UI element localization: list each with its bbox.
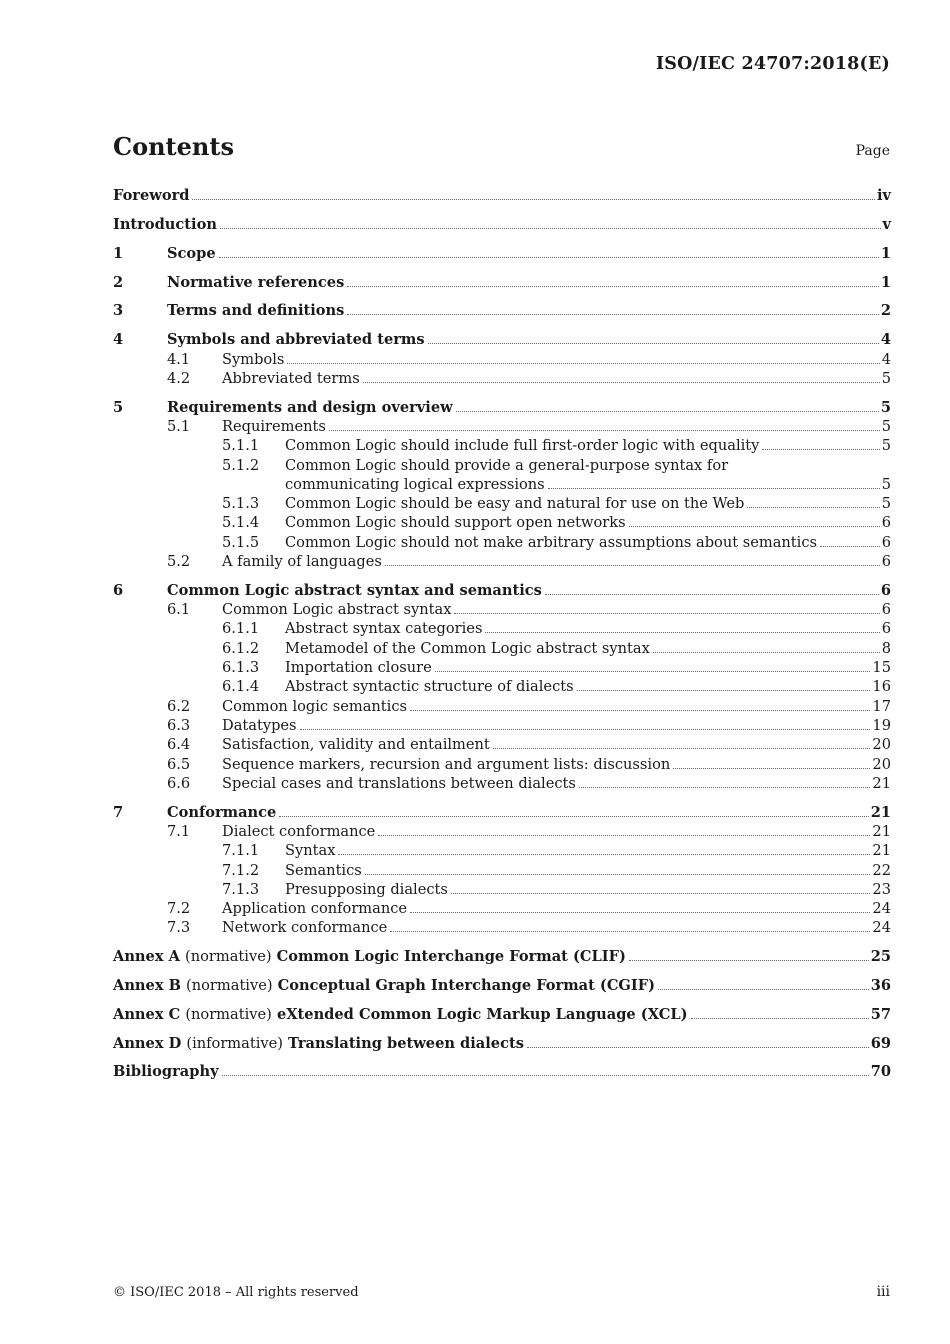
- annex-label: Annex B: [113, 976, 181, 994]
- toc-entry[interactable]: [113, 822, 891, 841]
- toc-entry-number: 5.1.5: [222, 533, 260, 551]
- annex-title: Common Logic Interchange Format (CLIF): [276, 948, 626, 966]
- dot-leader: [762, 449, 879, 450]
- toc-entry-page: 4: [880, 331, 891, 349]
- toc-entry-title: A family of languages: [222, 553, 382, 571]
- toc-entry-page: 6: [881, 553, 891, 571]
- toc-entry-page: 25: [870, 948, 891, 966]
- toc-entry-page: v: [882, 216, 891, 234]
- toc-entry-continuation[interactable]: [113, 475, 891, 494]
- toc-entry-number: 5.1.1: [222, 437, 260, 455]
- toc-entry-page: 36: [870, 976, 891, 994]
- toc-entry-title: Symbols: [222, 350, 285, 368]
- toc-entry-title: Common Logic should support open networks: [285, 514, 626, 532]
- toc-entry-page: 70: [870, 1063, 891, 1081]
- toc-entry-title: Metamodel of the Common Logic abstract syntax: [285, 639, 650, 657]
- toc-entry-title: Application conformance: [222, 900, 408, 918]
- toc-entry-number: 4.1: [167, 350, 191, 368]
- annex-title: eXtended Common Logic Markup Language (XCL): [276, 1005, 688, 1023]
- toc-entry-page: 6: [881, 601, 891, 619]
- footer-page-number: iii: [876, 1284, 890, 1300]
- toc-entry-page: 1: [880, 244, 891, 262]
- toc-entry[interactable]: [113, 330, 891, 349]
- dot-leader: [485, 632, 879, 633]
- dot-leader: [287, 363, 879, 364]
- toc-entry-page: 6: [881, 514, 891, 532]
- toc-entry-title: Common Logic should be easy and natural for use on the Web: [285, 495, 745, 513]
- toc-entry-number: 7.1: [167, 822, 191, 840]
- annex-label: Annex A: [113, 948, 180, 966]
- toc-entry[interactable]: [113, 880, 891, 899]
- toc-entry-page: 6: [881, 533, 891, 551]
- toc-entry-page: 6: [880, 581, 891, 599]
- toc-entry[interactable]: [113, 774, 891, 793]
- annex-kind: (normative): [185, 1005, 272, 1023]
- toc-entry-title: Requirements and design overview: [167, 398, 453, 416]
- dot-leader: [454, 613, 879, 614]
- toc-entry[interactable]: [113, 735, 891, 754]
- toc-entry[interactable]: [113, 600, 891, 619]
- dot-leader: [747, 507, 879, 508]
- toc-entry-page: 57: [870, 1005, 891, 1023]
- dot-leader: [527, 1047, 869, 1048]
- dot-leader: [493, 748, 871, 749]
- toc-entry-page: 5: [880, 398, 891, 416]
- toc-entry-title: Network conformance: [222, 919, 388, 937]
- dot-leader: [365, 874, 871, 875]
- toc-entry-page: 6: [881, 620, 891, 638]
- toc-entry-title: Bibliography: [113, 1063, 219, 1081]
- toc-entry[interactable]: [113, 1004, 891, 1023]
- toc-entry-number: 6.1.3: [222, 659, 260, 677]
- toc-entry-number: 1: [113, 244, 124, 262]
- toc-entry-title: Satisfaction, validity and entailment: [222, 736, 490, 754]
- dot-leader: [629, 960, 869, 961]
- annex-label: Annex C: [113, 1005, 181, 1023]
- table-of-contents: [113, 186, 891, 1081]
- annex-label: Annex D: [113, 1034, 182, 1052]
- toc-entry-number: 5.1.4: [222, 514, 260, 532]
- toc-entry-number: 6: [113, 581, 124, 599]
- toc-entry-number: 7.2: [167, 900, 191, 918]
- toc-entry-page: 4: [881, 350, 891, 368]
- toc-entry-page: 22: [872, 861, 891, 879]
- toc-entry-number: 5.2: [167, 553, 191, 571]
- toc-entry-number: 5.1: [167, 417, 191, 435]
- toc-entry-title: Datatypes: [222, 716, 297, 734]
- toc-entry-title: [113, 1006, 688, 1024]
- toc-entry-number: 5.1.3: [222, 495, 260, 513]
- toc-entry-page: 23: [872, 880, 891, 898]
- copyright-notice: © ISO/IEC 2018 – All rights reserved: [113, 1285, 359, 1300]
- dot-leader: [658, 989, 869, 990]
- dot-leader: [410, 912, 870, 913]
- annex-kind: (informative): [186, 1034, 283, 1052]
- toc-entry-title-continuation: communicating logical expressions: [285, 475, 545, 493]
- toc-entry[interactable]: [113, 186, 891, 205]
- toc-entry-page: 16: [872, 678, 891, 696]
- toc-entry-title: Importation closure: [285, 659, 432, 677]
- toc-entry-title: [113, 1035, 524, 1053]
- toc-entry[interactable]: [113, 436, 891, 455]
- toc-entry-title: Dialect conformance: [222, 822, 376, 840]
- dot-leader: [820, 546, 880, 547]
- dot-leader: [279, 816, 868, 817]
- toc-entry[interactable]: [113, 754, 891, 773]
- toc-entry[interactable]: [113, 1033, 891, 1052]
- toc-entry-title: Conformance: [167, 803, 277, 821]
- annex-kind: (normative): [186, 976, 273, 994]
- annex-kind: (normative): [185, 948, 272, 966]
- toc-entry-title: Normative references: [167, 273, 345, 291]
- toc-entry-number: 6.1.2: [222, 639, 260, 657]
- toc-entry-number: 2: [113, 273, 124, 291]
- toc-entry-page: 5: [881, 475, 891, 493]
- toc-entry-title: Abstract syntax categories: [285, 620, 483, 638]
- toc-entry-number: 4.2: [167, 369, 191, 387]
- dot-leader: [300, 729, 871, 730]
- dot-leader: [410, 710, 870, 711]
- toc-entry[interactable]: [113, 918, 891, 937]
- dot-leader: [653, 652, 880, 653]
- annex-title: Translating between dialects: [288, 1034, 524, 1052]
- toc-entry-page: 15: [872, 659, 891, 677]
- toc-entry-number: 7.1.2: [222, 861, 260, 879]
- toc-entry-number: 4: [113, 331, 124, 349]
- toc-entry[interactable]: [113, 349, 891, 368]
- toc-entry-page: 2: [880, 302, 891, 320]
- toc-entry-number: 6.6: [167, 774, 191, 792]
- toc-entry-title: Sequence markers, recursion and argument lists: discussion: [222, 755, 671, 773]
- toc-entry-number: 6.1.4: [222, 678, 260, 696]
- toc-entry-number: 7.1.1: [222, 842, 260, 860]
- toc-entry-title: Common logic semantics: [222, 697, 407, 715]
- toc-entry-page: 5: [881, 369, 891, 387]
- dot-leader: [673, 768, 870, 769]
- toc-entry[interactable]: [113, 716, 891, 735]
- toc-entry-number: 6.4: [167, 736, 191, 754]
- toc-entry[interactable]: [113, 397, 891, 416]
- dot-leader: [451, 893, 871, 894]
- toc-entry-page: 21: [872, 774, 891, 792]
- dot-leader: [378, 835, 870, 836]
- toc-entry[interactable]: [113, 272, 891, 291]
- toc-entry-page: 20: [872, 755, 891, 773]
- toc-entry-title: Common Logic abstract syntax and semantics: [167, 581, 542, 599]
- dot-leader: [548, 488, 880, 489]
- toc-entry-title: Scope: [167, 244, 216, 262]
- toc-entry[interactable]: [113, 513, 891, 532]
- dot-leader: [577, 690, 871, 691]
- toc-entry-page: 5: [881, 417, 891, 435]
- dot-leader: [347, 286, 879, 287]
- toc-entry-title: Common Logic should include full first-order logic with equality: [285, 437, 760, 455]
- toc-entry[interactable]: [113, 619, 891, 638]
- toc-entry[interactable]: [113, 494, 891, 513]
- toc-entry-title: Requirements: [222, 417, 326, 435]
- dot-leader: [222, 1075, 869, 1076]
- dot-leader: [219, 257, 879, 258]
- toc-entry-title: Symbols and abbreviated terms: [167, 331, 425, 349]
- dot-leader: [579, 787, 871, 788]
- toc-entry-number: 3: [113, 302, 124, 320]
- toc-entry[interactable]: [113, 658, 891, 677]
- toc-entry-page: 21: [870, 803, 891, 821]
- toc-entry[interactable]: [113, 455, 891, 474]
- dot-leader: [329, 430, 880, 431]
- toc-entry[interactable]: [113, 947, 891, 966]
- toc-entry[interactable]: [113, 696, 891, 715]
- toc-entry-title: [113, 948, 626, 966]
- page-column-label: Page: [855, 143, 890, 159]
- toc-entry-number: 6.1: [167, 601, 191, 619]
- toc-entry-title: Introduction: [113, 216, 217, 234]
- dot-leader: [338, 854, 870, 855]
- toc-entry[interactable]: [113, 552, 891, 571]
- toc-entry-page: 24: [872, 900, 891, 918]
- toc-entry[interactable]: [113, 581, 891, 600]
- dot-leader: [220, 228, 881, 229]
- toc-entry-number: 7.3: [167, 919, 191, 937]
- toc-entry-page: 24: [872, 919, 891, 937]
- toc-entry[interactable]: [113, 417, 891, 436]
- toc-entry-title: [113, 977, 655, 995]
- toc-entry-number: 6.5: [167, 755, 191, 773]
- toc-entry-title: Foreword: [113, 187, 190, 205]
- toc-entry-page: 19: [872, 716, 891, 734]
- toc-entry-number: 7.1.3: [222, 880, 260, 898]
- dot-leader: [390, 931, 870, 932]
- toc-entry-title: Abbreviated terms: [222, 369, 360, 387]
- toc-entry-number: 6.1.1: [222, 620, 260, 638]
- toc-entry[interactable]: [113, 802, 891, 821]
- toc-entry[interactable]: [113, 677, 891, 696]
- toc-entry-page: 17: [872, 697, 891, 715]
- toc-entry-page: 21: [872, 842, 891, 860]
- dot-leader: [192, 199, 875, 200]
- toc-entry-page: 5: [881, 437, 891, 455]
- toc-entry-page: 20: [872, 736, 891, 754]
- toc-entry-title: Common Logic should not make arbitrary assumptions about semantics: [285, 533, 818, 551]
- toc-entry[interactable]: [113, 532, 891, 551]
- toc-entry-page: iv: [876, 187, 891, 205]
- toc-entry[interactable]: [113, 638, 891, 657]
- toc-entry-title: Common Logic should provide a general-purpose syntax for: [285, 456, 729, 474]
- dot-leader: [456, 411, 879, 412]
- toc-entry[interactable]: [113, 860, 891, 879]
- toc-entry[interactable]: [113, 841, 891, 860]
- toc-entry[interactable]: [113, 369, 891, 388]
- toc-entry-page: 8: [881, 639, 891, 657]
- toc-entry-number: 5: [113, 398, 124, 416]
- toc-entry-number: 6.2: [167, 697, 191, 715]
- document-identifier: ISO/IEC 24707:2018(E): [655, 54, 890, 74]
- toc-entry[interactable]: [113, 976, 891, 995]
- toc-entry[interactable]: [113, 244, 891, 263]
- dot-leader: [385, 565, 880, 566]
- toc-entry[interactable]: [113, 215, 891, 234]
- toc-entry-page: 1: [880, 273, 891, 291]
- dot-leader: [363, 382, 880, 383]
- toc-entry-number: 6.3: [167, 716, 191, 734]
- dot-leader: [428, 343, 879, 344]
- toc-entry[interactable]: [113, 301, 891, 320]
- toc-entry-page: 69: [870, 1034, 891, 1052]
- toc-entry-title: Abstract syntactic structure of dialects: [285, 678, 574, 696]
- toc-entry-title: Special cases and translations between dialects: [222, 774, 576, 792]
- toc-entry-title: Common Logic abstract syntax: [222, 601, 452, 619]
- toc-entry-number: 5.1.2: [222, 456, 260, 474]
- dot-leader: [435, 671, 871, 672]
- toc-entry-page: 21: [872, 822, 891, 840]
- toc-entry-title: Syntax: [285, 842, 336, 860]
- toc-entry[interactable]: [113, 1062, 891, 1081]
- dot-leader: [629, 526, 880, 527]
- page-title: Contents: [113, 132, 234, 161]
- toc-entry-number: 7: [113, 803, 124, 821]
- annex-title: Conceptual Graph Interchange Format (CGIF): [277, 976, 655, 994]
- dot-leader: [691, 1018, 869, 1019]
- toc-entry-title: Terms and definitions: [167, 302, 345, 320]
- toc-entry-title: Presupposing dialects: [285, 880, 448, 898]
- dot-leader: [545, 594, 879, 595]
- dot-leader: [347, 314, 878, 315]
- toc-entry[interactable]: [113, 899, 891, 918]
- toc-entry-title: Semantics: [285, 861, 362, 879]
- toc-entry-page: 5: [881, 495, 891, 513]
